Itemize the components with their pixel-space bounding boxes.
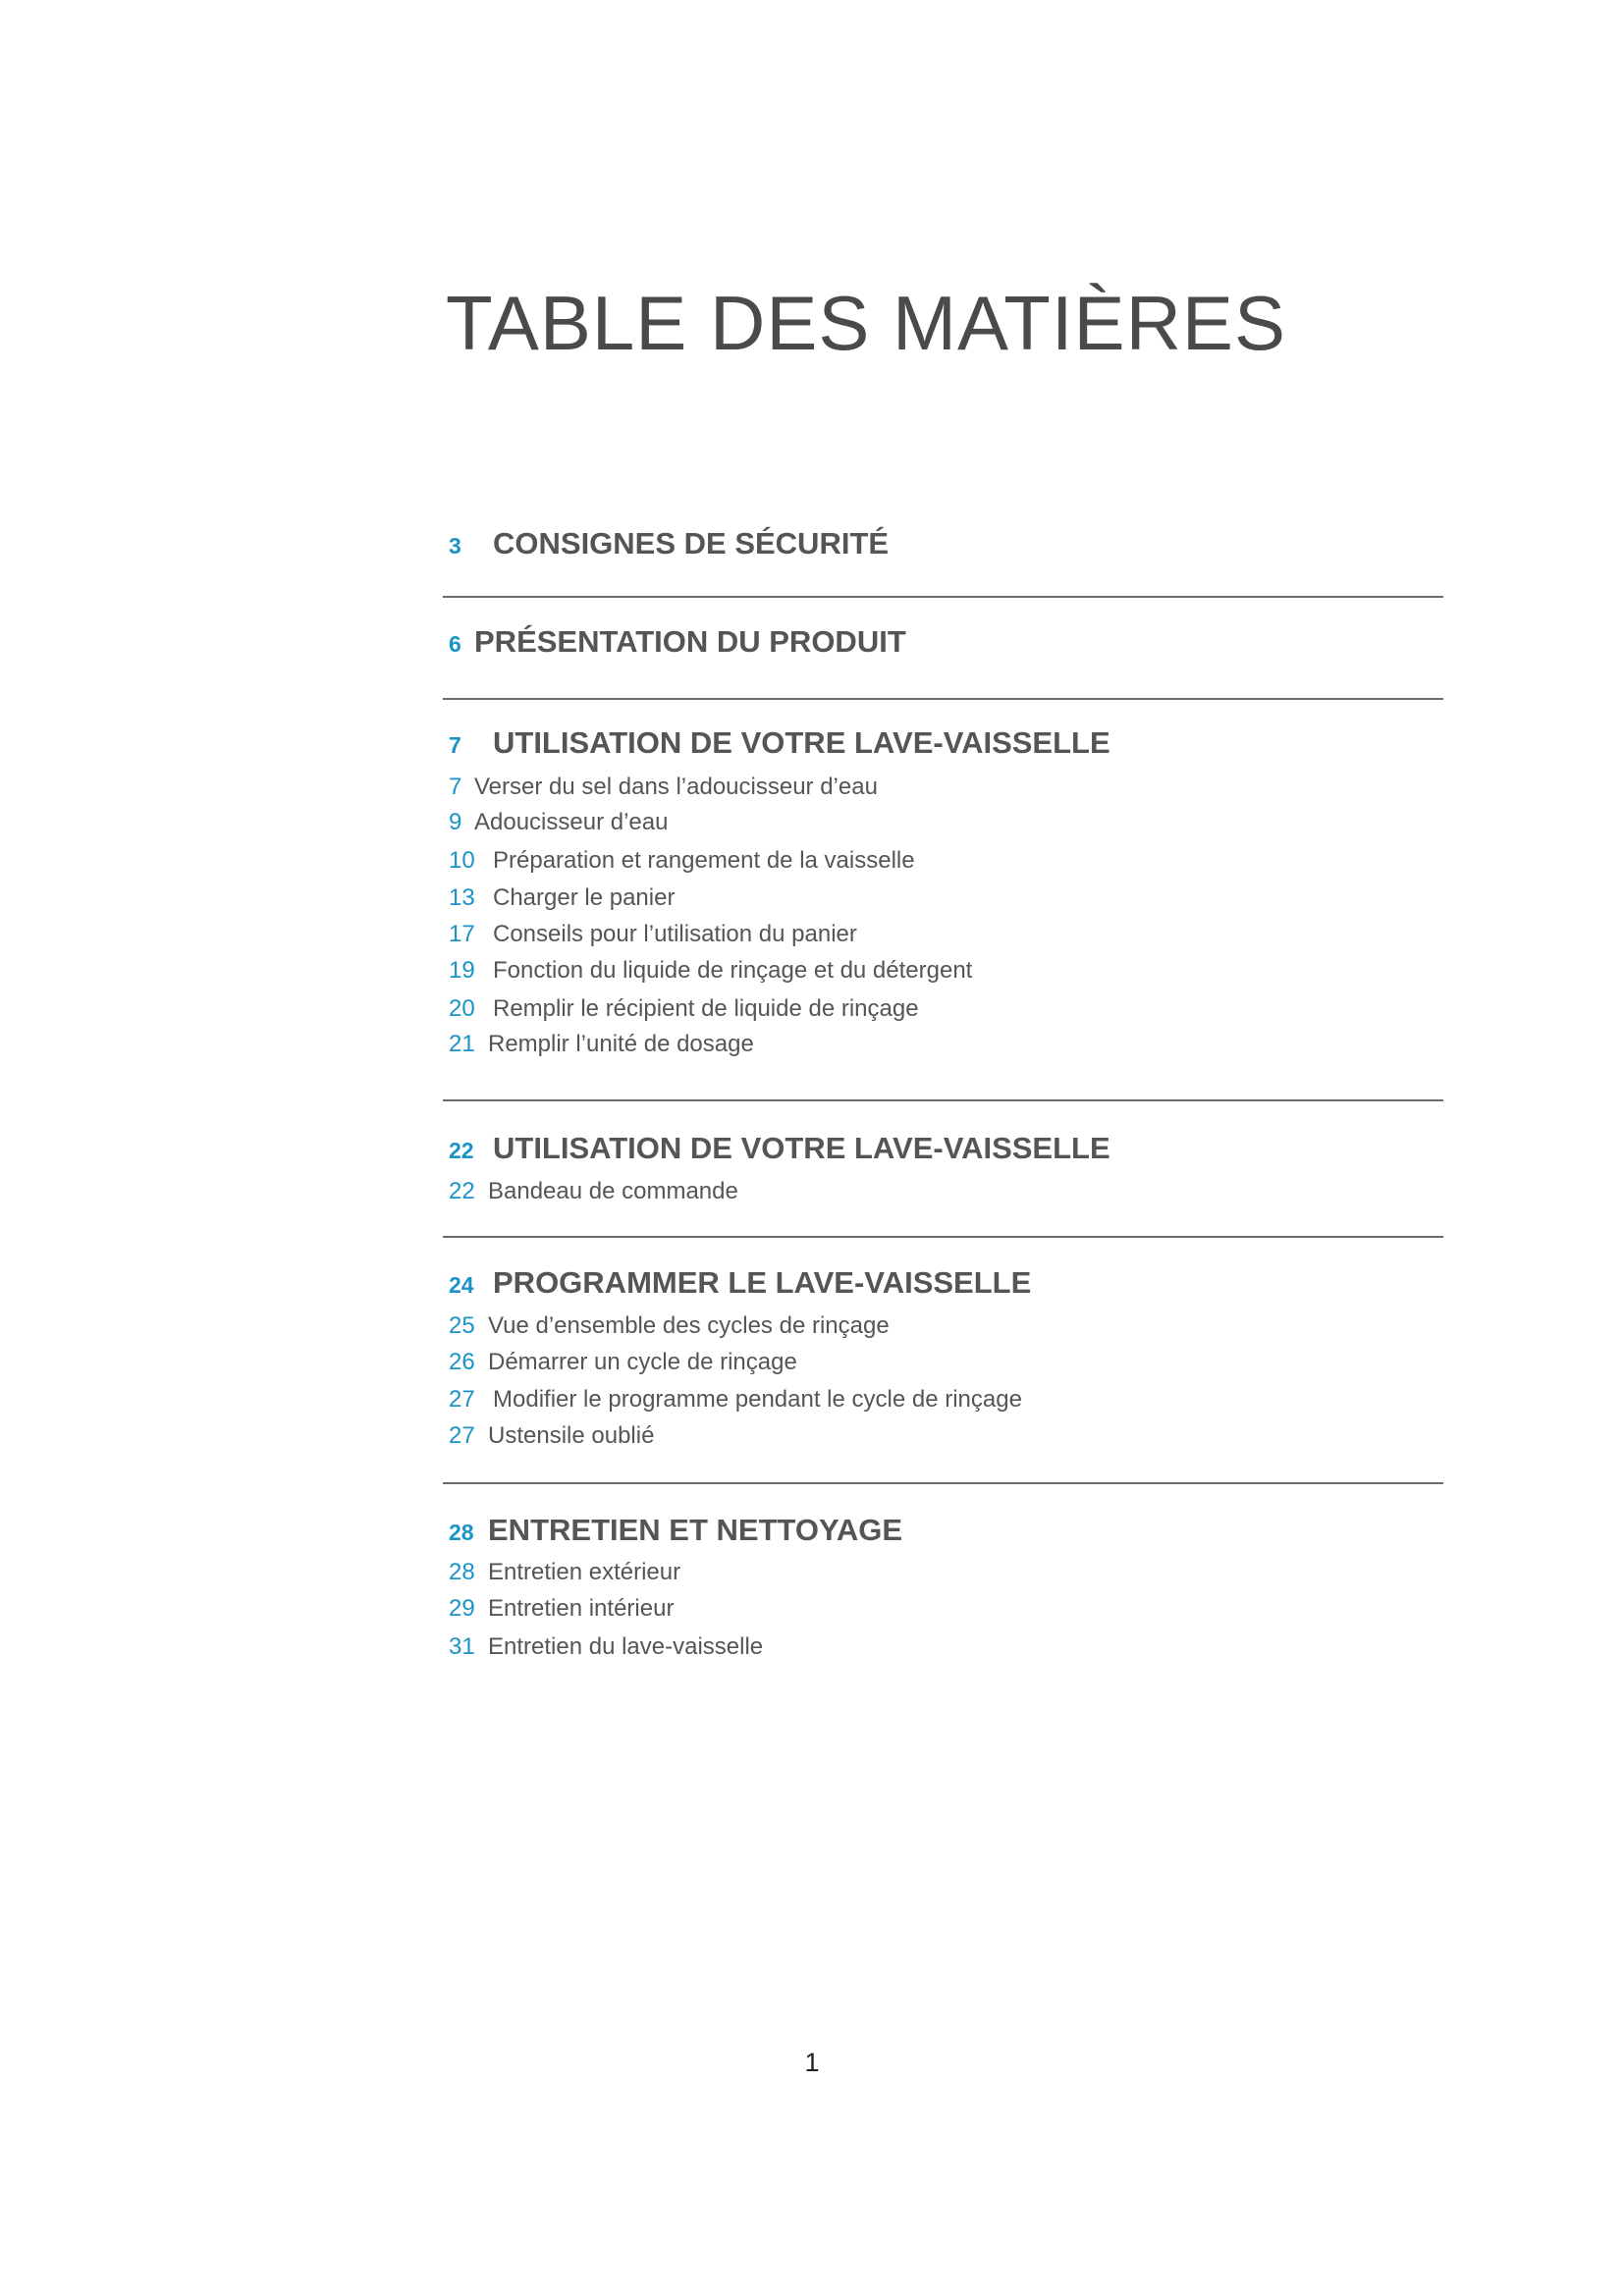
section-divider [443, 1236, 1443, 1238]
entry-label: Ustensile oublié [488, 1422, 655, 1449]
entry-label: Fonction du liquide de rinçage et du détergent [493, 957, 973, 984]
entry-page-number: 13 [449, 884, 475, 911]
entry-label: Vue d’ensemble des cycles de rinçage [488, 1312, 890, 1339]
toc-entry[interactable] [449, 1180, 738, 1203]
entry-page-number: 26 [449, 1349, 475, 1375]
toc-entry[interactable] [449, 997, 919, 1021]
entry-page-number: 10 [449, 847, 475, 874]
toc-entry[interactable] [449, 775, 878, 799]
toc-entry[interactable] [449, 1033, 754, 1056]
entry-page-number: 28 [449, 1559, 475, 1585]
entry-label: Entretien extérieur [488, 1559, 681, 1585]
section-divider [443, 1099, 1443, 1101]
entry-label: Entretien intérieur [488, 1595, 675, 1622]
toc-entry[interactable] [449, 886, 675, 910]
entry-page-number: 7 [449, 774, 462, 800]
entry-label: Bandeau de commande [488, 1178, 738, 1204]
section-page-number: 6 [449, 631, 461, 657]
page-number: 1 [804, 2048, 820, 2077]
entry-label: Charger le panier [493, 884, 676, 911]
entry-page-number: 29 [449, 1595, 475, 1622]
section-title: CONSIGNES DE SÉCURITÉ [493, 526, 890, 561]
section-page-number: 7 [449, 732, 461, 758]
page-title: TABLE DES MATIÈRES [446, 280, 1286, 366]
section-divider [443, 1482, 1443, 1484]
entry-label: Adoucisseur d’eau [474, 809, 669, 835]
entry-page-number: 27 [449, 1386, 475, 1413]
toc-entry[interactable] [449, 959, 972, 983]
toc-entry[interactable] [449, 1561, 680, 1584]
section-title: PROGRAMMER LE LAVE-VAISSELLE [493, 1265, 1032, 1300]
section-title: UTILISATION DE VOTRE LAVE-VAISSELLE [493, 1131, 1110, 1165]
toc-entry[interactable] [449, 1351, 797, 1374]
entry-label: Remplir le récipient de liquide de rinçage [493, 995, 919, 1022]
entry-label: Conseils pour l’utilisation du panier [493, 921, 857, 947]
entry-label: Modifier le programme pendant le cycle de rinçage [493, 1386, 1022, 1413]
entry-page-number: 31 [449, 1633, 475, 1660]
toc-section-heading[interactable] [449, 727, 1110, 758]
section-title: PRÉSENTATION DU PRODUIT [474, 624, 906, 659]
section-page-number: 3 [449, 533, 461, 559]
toc-entry[interactable] [449, 1314, 890, 1338]
entry-page-number: 27 [449, 1422, 475, 1449]
section-title: UTILISATION DE VOTRE LAVE-VAISSELLE [493, 725, 1110, 760]
toc-entry[interactable] [449, 923, 857, 946]
toc-entry[interactable] [449, 811, 668, 834]
entry-label: Démarrer un cycle de rinçage [488, 1349, 797, 1375]
toc-entry[interactable] [449, 849, 915, 873]
section-page-number: 22 [449, 1138, 474, 1163]
section-page-number: 24 [449, 1272, 474, 1298]
entry-label: Entretien du lave-vaisselle [488, 1633, 764, 1660]
toc-entry[interactable] [449, 1424, 654, 1448]
section-divider [443, 596, 1443, 598]
entry-page-number: 21 [449, 1031, 475, 1057]
toc-section-heading[interactable] [449, 1515, 902, 1545]
toc-section-heading[interactable] [449, 626, 906, 657]
entry-page-number: 19 [449, 957, 475, 984]
entry-page-number: 25 [449, 1312, 475, 1339]
toc-section-heading[interactable] [449, 528, 889, 559]
entry-page-number: 9 [449, 809, 462, 835]
entry-label: Verser du sel dans l’adoucisseur d’eau [474, 774, 878, 800]
toc-entry[interactable] [449, 1388, 1022, 1412]
section-page-number: 28 [449, 1520, 474, 1545]
section-title: ENTRETIEN ET NETTOYAGE [488, 1513, 903, 1547]
entry-label: Remplir l’unité de dosage [488, 1031, 754, 1057]
toc-section-heading[interactable] [449, 1267, 1031, 1298]
entry-page-number: 17 [449, 921, 475, 947]
entry-label: Préparation et rangement de la vaisselle [493, 847, 915, 874]
entry-page-number: 20 [449, 995, 475, 1022]
entry-page-number: 22 [449, 1178, 475, 1204]
toc-entry[interactable] [449, 1597, 674, 1621]
section-divider [443, 698, 1443, 700]
toc-section-heading[interactable] [449, 1133, 1110, 1163]
toc-entry[interactable] [449, 1635, 763, 1659]
